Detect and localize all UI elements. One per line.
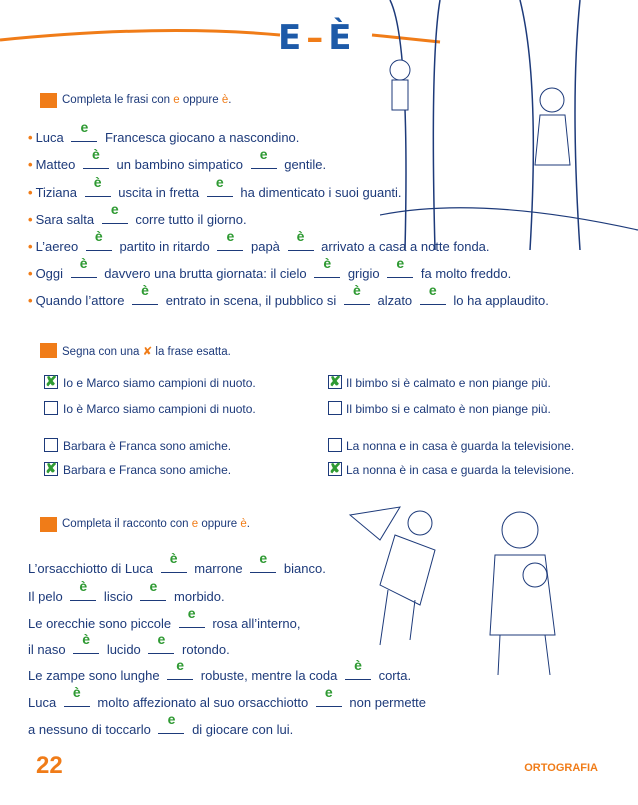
answer-blank[interactable]: e: [158, 719, 184, 734]
checkbox[interactable]: [328, 401, 342, 415]
answer-blank[interactable]: è: [64, 692, 90, 707]
option-text: Barbara e Franca sono amiche.: [63, 463, 232, 477]
page-number: 22: [36, 752, 63, 779]
section3-instruction: Completa il racconto con e oppure è.: [62, 518, 250, 530]
answer-blank[interactable]: è: [83, 154, 109, 169]
answer-blank[interactable]: e: [140, 586, 166, 601]
answer-blank[interactable]: è: [70, 586, 96, 601]
section2-marker: [40, 343, 57, 358]
section2-instruction: Segna con una ✘ la frase esatta.: [62, 346, 231, 358]
exercise-line-3: • Tiziana è uscita in fretta e ha dimenticato i suoi guanti.: [28, 174, 402, 200]
answer-blank[interactable]: e: [167, 665, 193, 680]
answer-blank[interactable]: e: [102, 209, 128, 224]
exercise-line-1: • Luca e Francesca giocano a nascondino.: [28, 119, 300, 145]
checkbox[interactable]: [44, 438, 58, 452]
checkbox[interactable]: [328, 438, 342, 452]
story-line-6: Luca è molto affezionato al suo orsacchiotto e non permette: [28, 684, 427, 710]
answer-blank[interactable]: è: [86, 236, 112, 251]
checkbox[interactable]: ✘: [45, 460, 57, 476]
children-teddy-illustration: [340, 495, 600, 685]
answer-blank[interactable]: è: [288, 236, 314, 251]
answer-blank[interactable]: e: [148, 639, 174, 654]
exercise-line-5: • L’aereo è partito in ritardo e papà è arrivato a casa a notte fonda.: [28, 228, 490, 254]
story-line-3: Le orecchie sono piccole e rosa all’interno,: [28, 605, 301, 631]
answer-blank[interactable]: e: [316, 692, 342, 707]
trees-children-illustration: [380, 0, 638, 250]
page-title: E – È: [278, 18, 353, 58]
option-text: Barbara è Franca sono amiche.: [63, 439, 232, 453]
section1-marker: [40, 93, 57, 108]
answer-blank[interactable]: è: [161, 558, 187, 573]
exercise-line-7: • Quando l’attore è entrato in scena, il pubblico si è alzato e lo ha applaudito.: [28, 282, 549, 308]
exercise-line-4: • Sara salta e corre tutto il giorno.: [28, 201, 247, 227]
answer-blank[interactable]: è: [345, 665, 371, 680]
option-text: La nonna è in casa e guarda la televisione.: [346, 463, 575, 477]
story-line-2: Il pelo è liscio e morbido.: [28, 578, 225, 604]
option-text: Il bimbo si e calmato è non piange più.: [346, 402, 551, 416]
footer-label: ORTOGRAFIA: [524, 762, 598, 774]
answer-blank[interactable]: e: [207, 182, 233, 197]
checkbox[interactable]: ✘: [45, 373, 57, 389]
exercise-line-6: • Oggi è davvero una brutta giornata: il cielo è grigio e fa molto freddo.: [28, 255, 512, 281]
answer-blank[interactable]: e: [179, 613, 205, 628]
answer-blank[interactable]: e: [387, 263, 413, 278]
answer-blank[interactable]: e: [250, 558, 276, 573]
answer-blank[interactable]: e: [251, 154, 277, 169]
story-line-5: Le zampe sono lunghe e robuste, mentre la coda è corta.: [28, 657, 412, 683]
answer-blank[interactable]: è: [73, 639, 99, 654]
option-text: Io e Marco siamo campioni di nuoto.: [63, 376, 256, 390]
answer-blank[interactable]: è: [314, 263, 340, 278]
answer-blank[interactable]: e: [217, 236, 243, 251]
option-text: Io è Marco siamo campioni di nuoto.: [63, 402, 256, 416]
story-line-1: L’orsacchiotto di Luca è marrone e bianco.: [28, 550, 326, 576]
exercise-line-2: • Matteo è un bambino simpatico e gentile.: [28, 146, 327, 172]
checkbox[interactable]: ✘: [329, 373, 341, 389]
answer-blank[interactable]: e: [71, 127, 97, 142]
answer-blank[interactable]: è: [344, 290, 370, 305]
section1-instruction: Completa le frasi con e oppure è.: [62, 94, 232, 106]
checkbox[interactable]: [44, 401, 58, 415]
answer-blank[interactable]: è: [71, 263, 97, 278]
story-line-4: il naso è lucido e rotondo.: [28, 631, 230, 657]
answer-blank[interactable]: è: [132, 290, 158, 305]
option-text: Il bimbo si è calmato e non piange più.: [346, 376, 551, 390]
answer-blank[interactable]: è: [85, 182, 111, 197]
checkbox[interactable]: ✘: [329, 460, 341, 476]
story-line-7: a nessuno di toccarlo e di giocare con lui.: [28, 711, 294, 737]
option-text: La nonna e in casa è guarda la televisione.: [346, 439, 575, 453]
section3-marker: [40, 517, 57, 532]
answer-blank[interactable]: e: [420, 290, 446, 305]
